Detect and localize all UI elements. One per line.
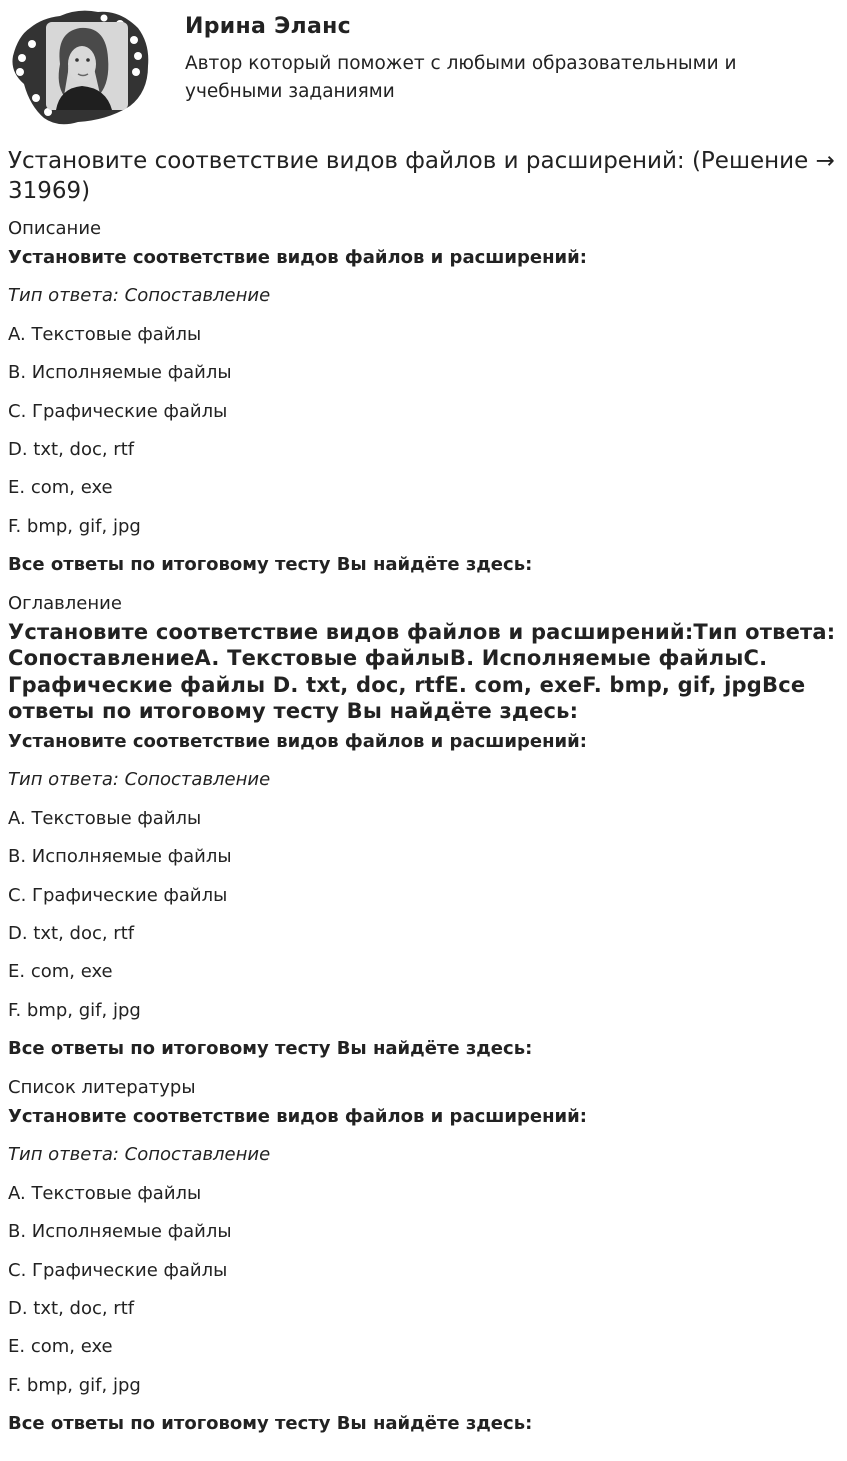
answer-type: Тип ответа: Сопоставление (8, 769, 271, 791)
author-name[interactable]: Ирина Эланс (185, 14, 351, 39)
option-c: C. Графические файлы (8, 400, 228, 422)
option-e: E. com, exe (8, 1336, 113, 1358)
main-content (8, 214, 838, 1440)
option-f: F. bmp, gif, jpg (8, 515, 141, 537)
toc-entry[interactable]: Установите соответствие видов файлов и расширений:Тип ответа: СопоставлениеA. Текстовые файлыB. Исполняемые файлыC. Графические файлы D. txt, doc, rtfE. com, exeF. bmp, gif, jpgВсе ответы по итоговому тесту Вы найдёте здесь: (8, 620, 836, 723)
option-f: F. bmp, gif, jpg (8, 999, 141, 1021)
all-answers-text: Все ответы по итоговому тесту Вы найдёте здесь: (8, 554, 533, 576)
all-answers-text: Все ответы по итоговому тесту Вы найдёте здесь: (8, 1038, 533, 1060)
option-d: D. txt, doc, rtf (8, 438, 135, 460)
option-c: C. Графические файлы (8, 1259, 228, 1281)
option-f: F. bmp, gif, jpg (8, 1374, 141, 1396)
answer-type: Тип ответа: Сопоставление (8, 285, 271, 307)
section-description-heading: Описание (8, 218, 102, 239)
toc-block (8, 728, 838, 1065)
option-a: A. Текстовые файлы (8, 807, 202, 829)
option-b: B. Исполняемые файлы (8, 362, 232, 384)
bibliography-block (8, 1103, 838, 1440)
question-title: Установите соответствие видов файлов и расширений: (8, 1106, 587, 1128)
page-title: Установите соответствие видов файлов и расширений: (Решение → 31969) (8, 148, 835, 204)
question-title: Установите соответствие видов файлов и расширений: (8, 247, 587, 268)
answer-type: Тип ответа: Сопоставление (8, 1144, 271, 1166)
option-a: A. Текстовые файлы (8, 323, 202, 345)
option-e: E. com, exe (8, 961, 113, 983)
option-c: C. Графические файлы (8, 884, 228, 906)
option-e: E. com, exe (8, 477, 113, 499)
author-card (8, 6, 838, 128)
section-bibliography-heading: Список литературы (8, 1077, 196, 1099)
author-avatar[interactable] (8, 6, 153, 128)
question-title: Установите соответствие видов файлов и расширений: (8, 730, 587, 752)
option-d: D. txt, doc, rtf (8, 922, 135, 944)
all-answers-text: Все ответы по итоговому тесту Вы найдёте здесь: (8, 1413, 533, 1435)
author-description: Автор который поможет с любыми образовательными и учебными заданиями (185, 53, 737, 102)
option-b: B. Исполняемые файлы (8, 846, 232, 868)
option-b: B. Исполняемые файлы (8, 1221, 232, 1243)
option-d: D. txt, doc, rtf (8, 1298, 135, 1320)
option-a: A. Текстовые файлы (8, 1182, 202, 1204)
description-block (8, 244, 838, 581)
section-toc-heading: Оглавление (8, 593, 122, 615)
